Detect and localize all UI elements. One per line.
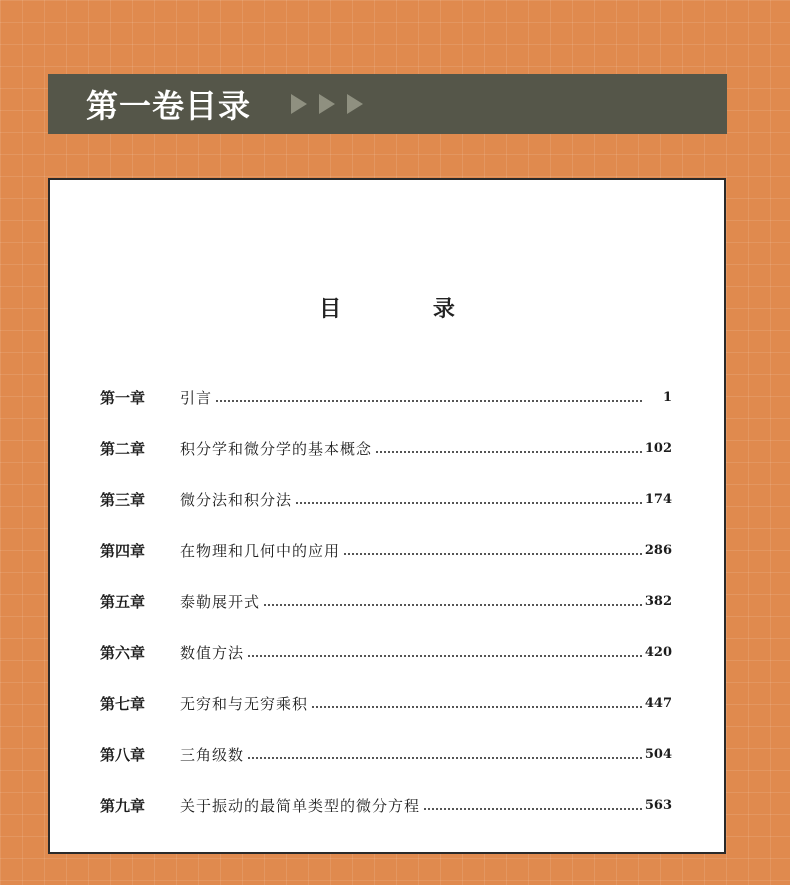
toc-leader-dots (296, 502, 642, 504)
toc-leader-dots (264, 604, 642, 606)
toc-chapter-label: 第七章 (100, 695, 146, 713)
toc-page-number: 382 (644, 594, 672, 609)
arrow-right-icon (291, 94, 307, 114)
banner-arrows (291, 94, 363, 114)
toc-page (48, 178, 726, 854)
toc-page-number: 420 (644, 645, 672, 660)
toc-page-number: 504 (644, 747, 672, 762)
toc-chapter-name: 引言 (180, 389, 213, 407)
toc-row (100, 372, 672, 423)
toc-chapter-label: 第六章 (100, 644, 146, 662)
toc-row (100, 780, 672, 831)
toc-title: 目 录 (319, 296, 497, 322)
banner-title: 第一卷目录 (86, 87, 252, 125)
toc-chapter-name: 在物理和几何中的应用 (180, 542, 341, 560)
toc-leader-dots (312, 706, 642, 708)
toc-chapter-label: 第五章 (100, 593, 146, 611)
toc-chapter-label: 第三章 (100, 491, 146, 509)
toc-chapter-label: 第九章 (100, 797, 146, 815)
toc-leader-dots (216, 400, 642, 402)
toc-leader-dots (344, 553, 642, 555)
toc-chapter-label: 第四章 (100, 542, 146, 560)
toc-row (100, 729, 672, 780)
toc-page-number: 286 (644, 543, 672, 558)
toc-list (100, 372, 672, 831)
toc-leader-dots (248, 655, 642, 657)
toc-page-number: 447 (644, 696, 672, 711)
toc-leader-dots (424, 808, 642, 810)
toc-row (100, 678, 672, 729)
toc-page-number: 102 (644, 441, 672, 456)
toc-row (100, 525, 672, 576)
toc-row (100, 423, 672, 474)
toc-row (100, 627, 672, 678)
toc-row (100, 576, 672, 627)
toc-leader-dots (248, 757, 642, 759)
toc-chapter-name: 无穷和与无穷乘积 (180, 695, 309, 713)
toc-page-number: 1 (662, 390, 672, 405)
toc-chapter-name: 关于振动的最简单类型的微分方程 (180, 797, 421, 815)
toc-page-number: 174 (644, 492, 672, 507)
arrow-right-icon (347, 94, 363, 114)
banner (48, 74, 727, 134)
toc-leader-dots (376, 451, 642, 453)
toc-chapter-name: 三角级数 (180, 746, 245, 764)
arrow-right-icon (319, 94, 335, 114)
toc-row (100, 474, 672, 525)
toc-chapter-name: 泰勒展开式 (180, 593, 261, 611)
toc-chapter-label: 第一章 (100, 389, 146, 407)
toc-chapter-label: 第二章 (100, 440, 146, 458)
toc-chapter-name: 数值方法 (180, 644, 245, 662)
toc-chapter-name: 微分法和积分法 (180, 491, 293, 509)
toc-chapter-name: 积分学和微分学的基本概念 (180, 440, 373, 458)
toc-chapter-label: 第八章 (100, 746, 146, 764)
toc-page-number: 563 (644, 798, 672, 813)
